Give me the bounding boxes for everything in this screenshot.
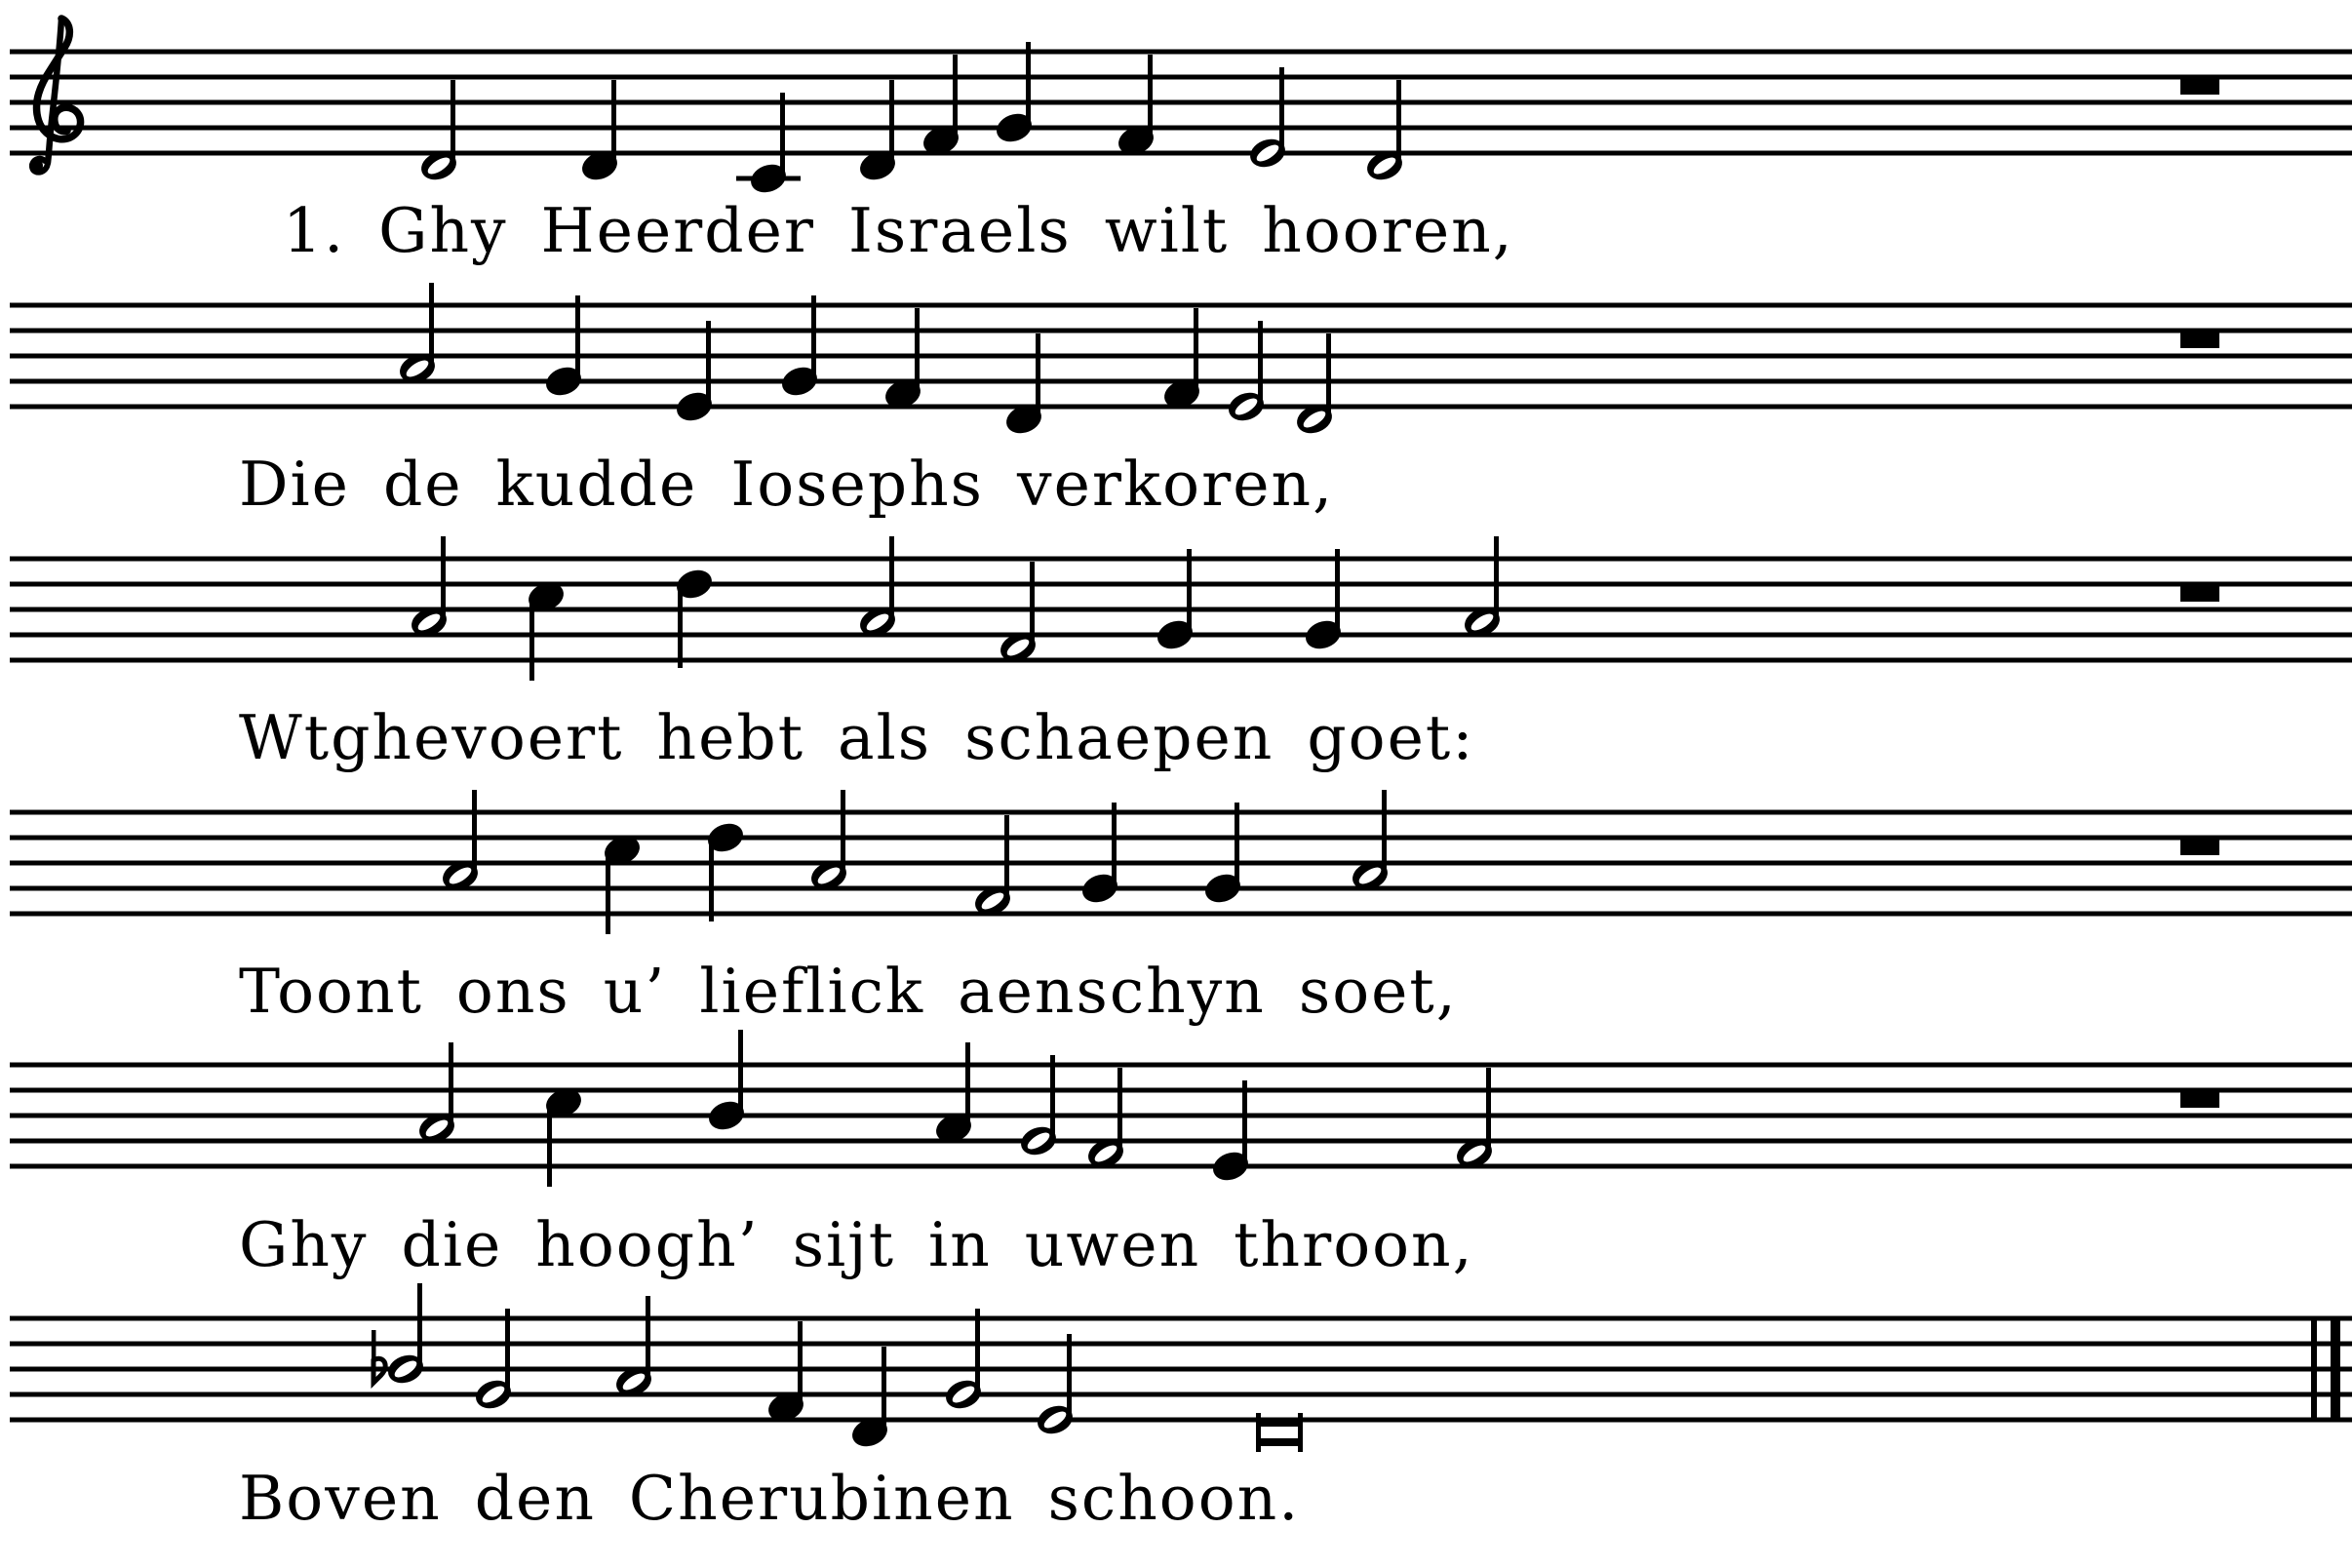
staff-line (10, 557, 2352, 562)
staff-line (10, 1063, 2352, 1068)
staff-line (10, 836, 2352, 841)
note-stem (611, 80, 616, 164)
note-stem (1258, 321, 1263, 405)
note-stem (1396, 80, 1401, 164)
note-stem (811, 295, 816, 379)
final-barline-thick (2331, 1316, 2340, 1423)
staff-line (10, 100, 2352, 105)
note-stem (1067, 1334, 1072, 1418)
note-stem (738, 1030, 743, 1114)
note-stem (1279, 67, 1284, 151)
note-stem (472, 790, 477, 874)
whole-rest (2180, 1092, 2219, 1108)
staff-line (10, 861, 2352, 866)
staff-line (10, 1367, 2352, 1372)
note-stem (1117, 1068, 1122, 1152)
note-stem (1036, 333, 1040, 417)
staff-line (10, 886, 2352, 891)
note-stem (606, 852, 610, 934)
staff-line (10, 75, 2352, 80)
note-stem (547, 1105, 552, 1187)
staff-line (10, 329, 2352, 333)
staff-line (10, 303, 2352, 308)
note-stem (429, 283, 434, 367)
note-stem (529, 599, 534, 681)
note-stem (1382, 790, 1387, 874)
lyric-line-6: Boven den Cherubinen schoon. (239, 1463, 1301, 1534)
note-stem (915, 308, 920, 392)
note-stem (505, 1309, 510, 1392)
note-stem (953, 55, 958, 138)
note-stem (575, 295, 580, 379)
note-stem (882, 1347, 886, 1431)
staff-line (10, 1342, 2352, 1347)
staff-line (10, 1164, 2352, 1169)
staff-line (10, 1139, 2352, 1144)
staff-line (10, 582, 2352, 587)
note-stem (889, 536, 894, 620)
note-stem (1187, 549, 1192, 633)
whole-rest (2180, 333, 2219, 348)
breve-note (1256, 1413, 1303, 1452)
note-stem (1242, 1080, 1247, 1164)
note-stem (417, 1283, 422, 1367)
note-stem (441, 536, 446, 620)
final-barline-thin (2311, 1316, 2317, 1423)
note-stem (706, 321, 711, 405)
note-stem (449, 1042, 453, 1126)
note-stem (965, 1042, 970, 1126)
note-stem (780, 93, 785, 176)
note-stem (1194, 308, 1198, 392)
lyric-line-2: Die de kudde Iosephs verkoren, (239, 449, 1335, 520)
whole-rest (2180, 840, 2219, 855)
lyric-line-5: Ghy die hoogh’ sijt in uwen throon, (239, 1209, 1474, 1280)
note-stem (1486, 1068, 1491, 1152)
note-stem (678, 586, 683, 668)
note-stem (975, 1309, 980, 1392)
note-stem (1026, 42, 1031, 126)
lyric-line-4: Toont ons u’ lieflick aenschyn soet, (239, 956, 1458, 1027)
note-stem (1494, 536, 1499, 620)
staff-line (10, 1392, 2352, 1397)
note-stem (1335, 549, 1340, 633)
note-stem (646, 1296, 650, 1380)
note-stem (1030, 562, 1035, 646)
note-stem (1235, 803, 1239, 886)
staff-line (10, 151, 2352, 156)
whole-rest (2180, 586, 2219, 602)
whole-rest (2180, 79, 2219, 95)
staff-line (10, 810, 2352, 815)
flat-icon (372, 1330, 385, 1383)
note-stem (1112, 803, 1117, 886)
staff-line (10, 1418, 2352, 1423)
staff-line (10, 1088, 2352, 1093)
staff-line (10, 608, 2352, 612)
staff-line (10, 126, 2352, 131)
note-stem (709, 840, 714, 921)
treble-clef-icon (29, 19, 81, 173)
staff-line (10, 1316, 2352, 1321)
lyric-line-1: 1. Ghy Heerder Israels wilt hooren, (283, 195, 1514, 266)
staff-line (10, 658, 2352, 663)
staff-line (10, 354, 2352, 359)
note-stem (841, 790, 845, 874)
note-stem (798, 1321, 803, 1405)
staff-line (10, 1114, 2352, 1118)
note-stem (1050, 1055, 1055, 1139)
note-stem (1004, 815, 1009, 899)
staff-line (10, 912, 2352, 917)
note-stem (451, 80, 455, 164)
note-stem (1148, 55, 1153, 138)
note-stem (889, 80, 894, 164)
lyric-line-3: Wtghevoert hebt als schaepen goet: (239, 702, 1475, 773)
staff-line (10, 50, 2352, 55)
note-stem (1326, 333, 1331, 417)
